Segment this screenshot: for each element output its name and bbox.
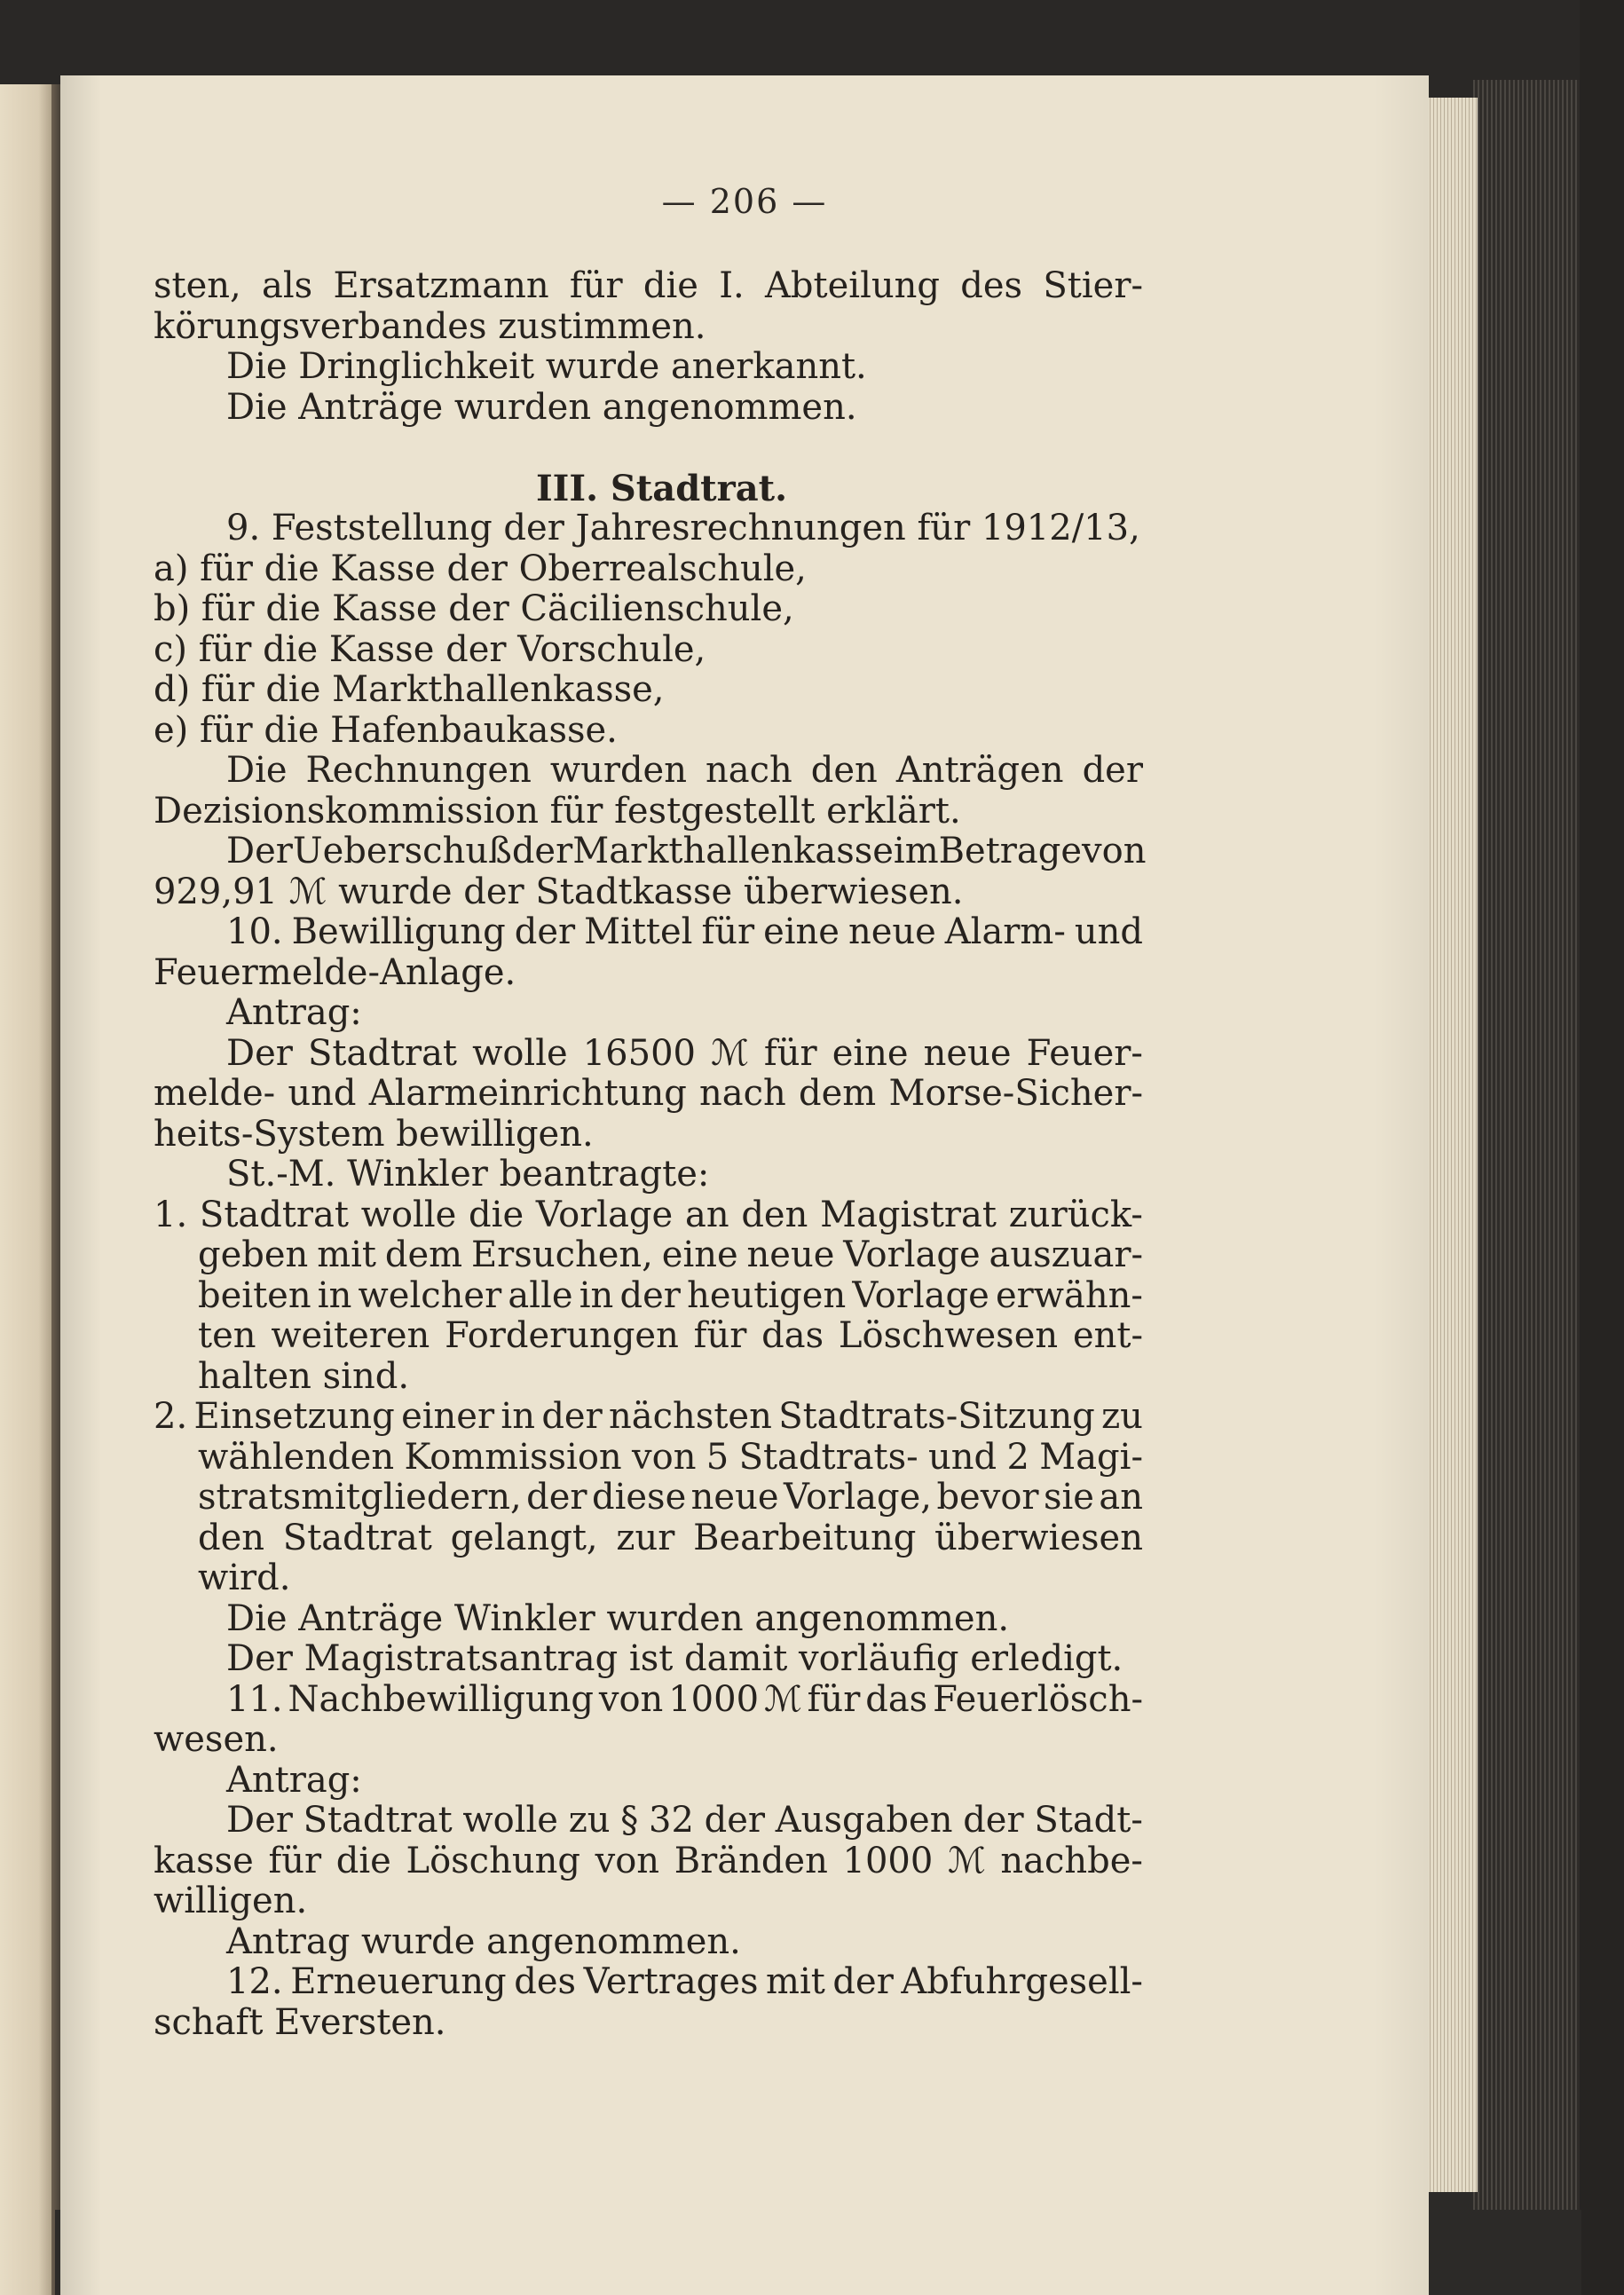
word: eine bbox=[763, 911, 840, 952]
word: der bbox=[704, 1800, 766, 1841]
word: 16500 bbox=[582, 1032, 696, 1074]
word: Vorlage bbox=[535, 1194, 674, 1235]
word: Vorlage bbox=[852, 1274, 989, 1316]
left-page-edge bbox=[0, 84, 55, 2295]
word: Abfuhrgesell- bbox=[901, 1961, 1143, 2002]
word: von bbox=[1082, 831, 1147, 871]
word: Anträgen bbox=[895, 750, 1064, 791]
word: weiteren bbox=[271, 1315, 430, 1356]
text-line bbox=[154, 1680, 1143, 1721]
word: gelangt, bbox=[450, 1517, 598, 1558]
word: Stier- bbox=[1043, 265, 1143, 306]
word: nach bbox=[706, 750, 792, 791]
word: neue bbox=[690, 1477, 779, 1518]
text-line: heits-System bewilligen. bbox=[154, 1113, 594, 1155]
word: ℳ bbox=[711, 1032, 749, 1074]
word: zu bbox=[1101, 1396, 1143, 1437]
word: 2. bbox=[154, 1396, 188, 1437]
word: 2 bbox=[1006, 1436, 1029, 1478]
word: alle bbox=[508, 1274, 573, 1316]
word: als bbox=[262, 265, 313, 306]
word: Löschung bbox=[406, 1840, 580, 1881]
word: Feuerlösch- bbox=[933, 1678, 1143, 1720]
word: Der bbox=[226, 831, 293, 871]
word: nach bbox=[699, 1073, 786, 1114]
word: ℳ bbox=[947, 1840, 986, 1881]
text-line bbox=[154, 1074, 1143, 1115]
word: eine bbox=[832, 1032, 909, 1074]
word: einer bbox=[401, 1396, 495, 1437]
text-line bbox=[154, 1195, 1143, 1236]
text-line bbox=[154, 1962, 1143, 2003]
text-line bbox=[154, 1397, 1143, 1438]
word: Löschwesen bbox=[838, 1315, 1059, 1356]
text-line: III. Stadtrat. bbox=[535, 467, 788, 509]
word: 5 bbox=[706, 1436, 729, 1478]
text-line: wird. bbox=[198, 1558, 291, 1598]
word: den bbox=[741, 1194, 808, 1235]
word: neue bbox=[923, 1032, 1012, 1074]
word: Der bbox=[226, 1032, 293, 1074]
word: den bbox=[810, 750, 878, 791]
word: des bbox=[960, 265, 1023, 306]
word: die bbox=[335, 1840, 391, 1881]
word: zurück- bbox=[1008, 1194, 1143, 1235]
text-line bbox=[154, 1034, 1143, 1075]
word: ten bbox=[198, 1315, 256, 1356]
word: Ausgaben bbox=[775, 1800, 953, 1841]
word: neue bbox=[847, 911, 936, 952]
text-line bbox=[154, 266, 1143, 307]
blank-line bbox=[154, 428, 1143, 469]
word: melde- bbox=[154, 1073, 276, 1114]
word: Stadtrat bbox=[307, 1032, 457, 1074]
word: Mittel bbox=[584, 911, 693, 952]
word: und bbox=[1074, 911, 1143, 952]
word: der bbox=[526, 1477, 587, 1518]
word: der bbox=[963, 1800, 1024, 1841]
word: 1000 bbox=[842, 1840, 934, 1881]
word: der bbox=[619, 1274, 681, 1316]
word: Forderungen bbox=[445, 1315, 679, 1356]
word: Abteilung bbox=[765, 265, 940, 306]
text-line: halten sind. bbox=[198, 1355, 410, 1397]
word: zur bbox=[616, 1517, 675, 1558]
text-line: 9. Feststellung der Jahresrechnungen für 1912/13, bbox=[226, 508, 1140, 548]
word: ℳ bbox=[763, 1678, 802, 1720]
word: beiten bbox=[198, 1274, 311, 1316]
word: Magi- bbox=[1039, 1436, 1143, 1478]
text-line: a) für die Kasse der Oberrealschule, bbox=[154, 548, 807, 589]
word: für bbox=[807, 1678, 861, 1720]
word: eine bbox=[661, 1234, 738, 1275]
word: heutigen bbox=[687, 1274, 847, 1316]
word: erwähn- bbox=[995, 1274, 1143, 1316]
word: wolle bbox=[360, 1194, 457, 1235]
text-line: wesen. bbox=[154, 1719, 279, 1760]
word: Bränden bbox=[674, 1840, 828, 1881]
word: an bbox=[684, 1194, 729, 1235]
word: I. bbox=[719, 265, 745, 306]
word: Vorlage, bbox=[783, 1477, 933, 1518]
word: nachbe- bbox=[1000, 1840, 1143, 1881]
text-line bbox=[154, 1235, 1143, 1276]
text-line bbox=[154, 1801, 1143, 1842]
word: 32 bbox=[649, 1800, 694, 1841]
text-line: Der Magistratsantrag ist damit vorläufig erledigt. bbox=[226, 1638, 1123, 1679]
word: Bewilligung bbox=[291, 911, 506, 952]
text-line: b) für die Kasse der Cäcilienschule, bbox=[154, 588, 794, 629]
word: ent- bbox=[1072, 1315, 1143, 1356]
text-line: Feuermelde-Anlage. bbox=[154, 951, 516, 993]
book-cover-edge bbox=[1473, 80, 1580, 2228]
word: Ersuchen, bbox=[470, 1234, 653, 1275]
word: zu bbox=[568, 1800, 611, 1841]
word: dem bbox=[384, 1234, 463, 1275]
word: in bbox=[501, 1396, 535, 1437]
text-line bbox=[154, 1478, 1143, 1518]
word: für bbox=[693, 1315, 747, 1356]
word: von bbox=[595, 1840, 660, 1881]
word: den bbox=[198, 1517, 265, 1558]
word: Vorlage bbox=[843, 1234, 981, 1275]
text-line: d) für die Markthallenkasse, bbox=[154, 669, 665, 710]
word: kasse bbox=[154, 1840, 254, 1881]
text-line: 929,91 ℳ wurde der Stadtkasse überwiesen. bbox=[154, 871, 964, 912]
word: 11. bbox=[226, 1678, 283, 1720]
word: Nachbewilligung bbox=[288, 1678, 594, 1720]
text-line bbox=[154, 912, 1143, 953]
word: neue bbox=[746, 1234, 835, 1275]
word: geben bbox=[198, 1234, 309, 1275]
word: für bbox=[763, 1032, 817, 1074]
word: 10. bbox=[226, 911, 283, 952]
word: der bbox=[514, 911, 576, 952]
text-line: St.-M. Winkler beantragte: bbox=[226, 1154, 710, 1195]
background-right bbox=[1580, 0, 1624, 2295]
word: Stadtrat bbox=[303, 1800, 453, 1841]
text-line: Dezisionskommission für festgestellt erklärt. bbox=[154, 790, 961, 832]
word: Kommission bbox=[404, 1436, 622, 1478]
word: Stadt- bbox=[1034, 1800, 1143, 1841]
word: 1. bbox=[154, 1194, 188, 1235]
text-line: Antrag: bbox=[226, 992, 362, 1033]
word: wolle bbox=[472, 1032, 568, 1074]
word: § bbox=[620, 1800, 639, 1841]
text-line: c) für die Kasse der Vorschule, bbox=[154, 628, 706, 670]
word: in bbox=[579, 1274, 614, 1316]
word: und bbox=[928, 1436, 997, 1478]
word: der bbox=[511, 831, 573, 871]
word: welcher bbox=[358, 1274, 502, 1316]
word: mit bbox=[317, 1234, 376, 1275]
word: für bbox=[569, 265, 623, 306]
word: für bbox=[701, 911, 755, 952]
word: nächsten bbox=[609, 1396, 772, 1437]
text-line bbox=[154, 1842, 1143, 1882]
word: von bbox=[632, 1436, 697, 1478]
word: Markthallenkasse bbox=[572, 831, 894, 871]
word: Ueberschuß bbox=[292, 831, 512, 871]
word: sten, bbox=[154, 265, 241, 306]
word: in bbox=[317, 1274, 352, 1316]
word: im bbox=[893, 831, 939, 871]
word: das bbox=[865, 1678, 928, 1720]
word: stratsmitgliedern, bbox=[198, 1477, 522, 1518]
word: Stadtrats-Sitzung bbox=[778, 1396, 1095, 1437]
word: die bbox=[469, 1194, 524, 1235]
text-line: schaft Eversten. bbox=[154, 2001, 446, 2043]
word: Bearbeitung bbox=[693, 1517, 917, 1558]
text-line: körungsverbandes zustimmen. bbox=[154, 305, 706, 347]
word: Stadtrat bbox=[199, 1194, 349, 1235]
text-line bbox=[154, 1518, 1143, 1559]
word: Die bbox=[226, 750, 288, 791]
word: Morse-Sicher- bbox=[888, 1073, 1143, 1114]
word: Stadtrats- bbox=[738, 1436, 918, 1478]
word: Erneuerung bbox=[290, 1961, 507, 2002]
word: von bbox=[598, 1678, 664, 1720]
word: diese bbox=[591, 1477, 687, 1518]
word: Magistrat bbox=[820, 1194, 997, 1235]
word: Rechnungen bbox=[305, 750, 532, 791]
word: 12. bbox=[226, 1961, 283, 2002]
word: der bbox=[832, 1961, 894, 2002]
text-line: e) für die Hafenbaukasse. bbox=[154, 709, 618, 751]
word: mit bbox=[766, 1961, 825, 2002]
word: Stadtrat bbox=[282, 1517, 432, 1558]
word: wählenden bbox=[198, 1436, 395, 1478]
word: die bbox=[643, 265, 698, 306]
text-line: Die Anträge Winkler wurden angenommen. bbox=[226, 1597, 1010, 1639]
text-line bbox=[154, 831, 1147, 872]
word: Vertrages bbox=[583, 1961, 759, 2002]
page-number: — 206 — bbox=[661, 182, 828, 221]
word: wurden bbox=[549, 750, 687, 791]
word: wolle bbox=[462, 1800, 558, 1841]
text-line bbox=[154, 1316, 1143, 1357]
text-line bbox=[154, 1438, 1143, 1479]
word: der bbox=[541, 1396, 603, 1437]
word: Der bbox=[226, 1800, 293, 1841]
word: des bbox=[514, 1961, 577, 2002]
page-body bbox=[154, 265, 1147, 2043]
word: dem bbox=[799, 1073, 877, 1114]
word: 1000 bbox=[668, 1678, 760, 1720]
word: überwiesen bbox=[934, 1517, 1143, 1558]
word: und bbox=[288, 1073, 357, 1114]
text-line: Antrag wurde angenommen. bbox=[226, 1920, 741, 1962]
word: Alarmeinrichtung bbox=[368, 1073, 687, 1114]
word: Feuer- bbox=[1026, 1032, 1143, 1074]
word: bevor bbox=[936, 1477, 1039, 1518]
word: Einsetzung bbox=[193, 1396, 395, 1437]
word: Ersatzmann bbox=[333, 265, 549, 306]
text-line: Die Anträge wurden angenommen. bbox=[226, 386, 857, 428]
text-line bbox=[154, 1276, 1143, 1317]
word: der bbox=[1082, 750, 1143, 791]
word: an bbox=[1099, 1477, 1143, 1518]
text-line bbox=[154, 751, 1143, 792]
text-line: willigen. bbox=[154, 1881, 308, 1921]
word: für bbox=[268, 1840, 322, 1881]
word: das bbox=[761, 1315, 824, 1356]
book-page bbox=[60, 75, 1429, 2295]
text-line: Die Dringlichkeit wurde anerkannt. bbox=[226, 346, 867, 387]
text-line: Antrag: bbox=[226, 1759, 362, 1801]
word: Betrage bbox=[938, 831, 1083, 871]
word: sie bbox=[1043, 1477, 1094, 1518]
word: Alarm- bbox=[944, 911, 1066, 952]
word: auszuar- bbox=[989, 1234, 1143, 1275]
